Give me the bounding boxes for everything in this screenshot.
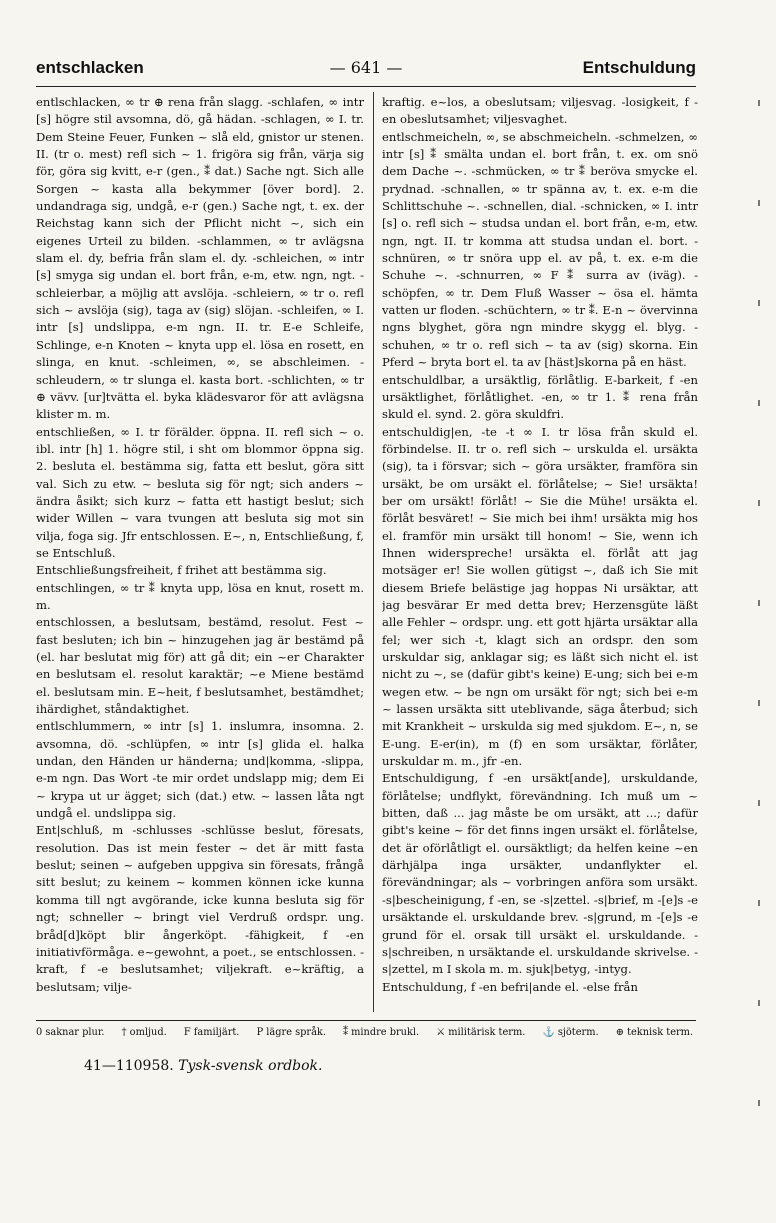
page-number: — 641 — xyxy=(329,58,403,77)
entry-entschuldbar: entschuldlbar, a ursäktlig, förlåtlig. E-barkeit, f -en ursäktlighet, förlåtlighet. -en, ∞ tr 1. ⁑ rena från skuld el. synd. 2. göra skuldfri. xyxy=(382,372,698,422)
legend-item: 0 saknar plur. xyxy=(36,1027,105,1038)
entry-entschlacken: entlschlacken, ∞ tr ⊕ rena från slagg. -schlafen, ∞ intr [s] högre stil avsomna, dö, gå hädan. -schlagen, ∞ I. tr. Dem Steine Feuer, Funken ~ slå eld, gnistor ur stenen. II. (tr o. mest) refl sich ~ 1. frigöra sig från, värja sig för, göra sig kvitt, e-r (gen., ⁑ dat.) Sache ngt. Sich alle Sorgen ~ kasta alla bekymmer [över bord]. 2. undandraga sig, undgå, e-r (gen.) Sache ngt, t. ex. der Reichstag kann sich der Pflicht nicht ~, sich ein eigenes Urteil zu bilden. -schlammen, ∞ tr avlägsna slam el. dy, befria från slam el. dy. -schleichen, ∞ intr [s] smyga sig undan el. bort från, e-m, etw. ngn, ngt. -schleierbar, a möjlig att avslöja. -schleiern, ∞ tr o. refl sich ~ avslöja (sig), taga av (sig) slöjan. -schleifen, ∞ I. intr [s] undslippa, e-m ngn. II. tr. E-e Schleife, Schlinge, e-n Knoten ~ knyta upp el. lösa en rosett, en slinga, en knut. -schleimen, ∞, se abschleimen. -schleudern, ∞ tr slunga el. kasta bort. -schlichten, ∞ tr ⊕ vävv. [ur]tvätta el. byka klädesvaror för att avlägsna klister m. m. xyxy=(36,95,364,422)
entry-entschliessen: entschließen, ∞ I. tr förälder. öppna. II. refl sich ~ o. ibl. intr [h] 1. högre stil, i sht om blommor öppna sig. 2. besluta el. bestämma sig, fatta ett beslut, göra sitt val. Sich zu etw. ~ besluta sig för ngt; sich anders ~ ändra åsikt; sich kurz ~ fatta ett hastigt beslut; sich wider Willen ~ vara tvungen att besluta sig mot sin vilja, foga sig. Jfr entschlossen. E~, n, Entschließung, f, se Entschluß. xyxy=(36,424,364,560)
entry-entschlummern: entlschlummern, ∞ intr [s] 1. inslumra, insomna. 2. avsomna, dö. -schlüpfen, ∞ intr [s] glida el. halka undan, den Händen ur händerna; und|komma, -slippa, e-m ngn. Das Wort -te mir ordet undslapp mig; dem Ei ~ krypa ut ur ägget; sich (dat.) etw. ~ lassen låta ngt undgå el. undslippa sig. xyxy=(36,719,364,821)
entry-entschuldigung: Entschuldigung, f -en ursäkt[ande], urskuldande, förlåtelse; undflykt, förevändning. Ich muß um ~ bitten, daß ... jag måste be om ursäkt, att ...; dafür gibt's keine ~ för det finns ingen ursäkt el. förlåtelse, det är oförlåtligt el. oursäktligt; da helfen keine ~en därhjälpa inga ursäkter, undanflykter el. förevändningar; als ~ vorbringen anföra som ursäkt. -s|bescheinigung, f -en, se -s|zettel. -s|brief, m -[e]s -e ursäktande el. urskuldande brev. -s|grund, m -[e]s -e grund för el. orsak till ursäkt el. urskuldande. -s|schreiben, n ursäktande el. urskuldande skrivelse. -s|zettel, m I skola m. m. sjuk|betyg, -intyg. xyxy=(382,771,698,977)
legend-rule xyxy=(36,1020,696,1021)
entry-entschlossen: entschlossen, a beslutsam, bestämd, resolut. Fest ~ fast besluten; ich bin ~ hinzugehen jag är bestämd på (el. har beslutat mig för) att gå dit; ein ~er Charakter en beslutsam el. resolut karaktär; ~e Miene bestämd el. beslutsam min. E~heit, f beslutsamhet, bestämdhet; ihärdighet, ståndaktighet. xyxy=(36,615,364,717)
legend-item: F familjärt. xyxy=(183,1027,240,1038)
margin-mark xyxy=(758,1100,760,1106)
margin-mark xyxy=(758,200,760,206)
margin-mark xyxy=(758,300,760,306)
entry-entschliessungsfreiheit: Entschließungsfreiheit, f frihet att bestämma sig. xyxy=(36,563,327,578)
entry-entschuldigen: entschuldig|en, -te -t ∞ I. tr lösa från skuld el. förbindelse. II. tr o. refl sich ~ urskulda el. ursäkta (sig), ta i försvar; sich ~ göra ursäkter, framföra sin ursäkt, be om ursäkt el. förlåtelse; ~ Sie! ursäkta! ber om ursäkt! förlåt! ~ Sie die Mühe! ursäkta el. förlåt besväret! ~ Sie mich bei ihm! ursäkta mig hos el. framför min ursäkt till honom! ~ Sie, wenn ich Ihnen widerspreche! ursäkta el. förlåt att jag motsäger er! Sie wollen gütigst ~, daß ich Sie mit diesem Briefe belästige jag hoppas Ni ursäktar, att jag besvärar Er med detta brev; Herzensgüte läßt alle Fehler ~ ordspr. ung. ett gott hjärta ursäktar alla fel; wer sich -t, klagt sich an ordspr. den som urskuldar sig, anklagar sig; es läßt sich nicht el. ist nicht zu ~, se (dafür gibt's keine) E-ung; sich bei e-m wegen etw. ~ be ngn om ursäkt för ngt; sich bei e-m ~ lassen ursäkta sitt uteblivande, säga återbud; sich mit Krankheit ~ urskulda sig med sjukdom. E~, n, se E-ung. E-er(in), m (f) en som ursäktar, förlåter, urskuldar m. m., jfr -en. xyxy=(382,424,698,769)
entry-entschlingen: entschlingen, ∞ tr ⁑ knyta upp, lösa en knut, rosett m. m. xyxy=(36,580,364,612)
entry-entschluss: Ent|schluß, m -schlusses -schlüsse beslut, föresats, resolution. Das ist mein fester ~ det är mitt fasta beslut; seinen ~ aufgeben uppgiva sin föresats, frångå sitt beslut; zu keinem ~ kommen können icke kunna komma till ngt avgörande, icke kunna besluta sig för ngt; schneller ~ bringt viel Verdruß ordspr. ung. bråd[d]köpt blir ångerköpt. -fähigkeit, f -en initiativförmåga. e~gewohnt, a poet., se entschlossen. -kraft, f -e beslutsamhet; viljekraft. e~kräftig, a beslutsam; vilje- xyxy=(36,823,364,994)
margin-mark xyxy=(758,600,760,606)
header-rule xyxy=(36,86,696,87)
footer-title: Tysk-svensk ordbok. xyxy=(178,1058,323,1074)
margin-mark xyxy=(758,400,760,406)
entry-entschlusskraeftig-cont: kraftig. e~los, a obeslutsam; viljesvag. -losigkeit, f -en obeslutsamhet; viljesvaghet. xyxy=(382,95,698,127)
left-column xyxy=(36,94,364,1006)
margin-mark xyxy=(758,800,760,806)
column-divider xyxy=(373,92,374,1012)
page-header xyxy=(36,58,696,80)
page-footer xyxy=(84,1058,323,1074)
margin-marks xyxy=(756,0,762,1223)
margin-mark xyxy=(758,700,760,706)
legend-item: ⊕ teknisk term. xyxy=(615,1027,694,1038)
legend-item: † omljud. xyxy=(121,1027,167,1038)
entry-entschmeicheln: entlschmeicheln, ∞, se abschmeicheln. -schmelzen, ∞ intr [s] ⁑ smälta undan el. bort från, t. ex. om snö dem Dache ~. -schmücken, ∞ tr ⁑ beröva smycke el. prydnad. -schnallen, ∞ tr spänna av, t. ex. e-m die Schlittschuhe ~. -schnellen, dial. -schnicken, ∞ I. intr [s] o. refl sich ~ studsa undan el. bort från, e-m, etw. ngn, ngt. II. tr komma att studsa undan el. bort. -schnüren, ∞ tr snöra upp el. av på, t. ex. e-m die Schuhe ~. -schnurren, ∞ F ⁑ surra av (iväg). -schöpfen, ∞ tr. Dem Fluß Wasser ~ ösa el. hämta vatten ur floden. -schüchtern, ∞ tr ⁑. E-n ~ övervinna ngns blyghet, göra ngn mindre skygg el. blyg. -schuhen, ∞ tr o. refl sich ~ ta av (sig) skorna. Ein Pferd ~ bryta bort el. ta av [häst]skorna på en häst. xyxy=(382,129,698,370)
margin-mark xyxy=(758,500,760,506)
legend-item: ⚔ militärisk term. xyxy=(436,1027,526,1038)
header-left-guideword: entschlacken xyxy=(36,58,144,77)
symbol-legend xyxy=(36,1027,736,1038)
margin-mark xyxy=(758,100,760,106)
legend-item: P lägre språk. xyxy=(256,1027,326,1038)
legend-item: ⁑ mindre brukl. xyxy=(343,1027,420,1038)
entry-entschuldung: Entschuldung, f -en befri|ande el. -else från xyxy=(382,979,638,994)
header-right-guideword: Entschuldung xyxy=(582,58,696,77)
right-column xyxy=(382,94,698,1006)
footer-code: 41—110958. xyxy=(84,1058,174,1074)
margin-mark xyxy=(758,900,760,906)
legend-item: ⚓ sjöterm. xyxy=(542,1027,599,1038)
margin-mark xyxy=(758,1000,760,1006)
